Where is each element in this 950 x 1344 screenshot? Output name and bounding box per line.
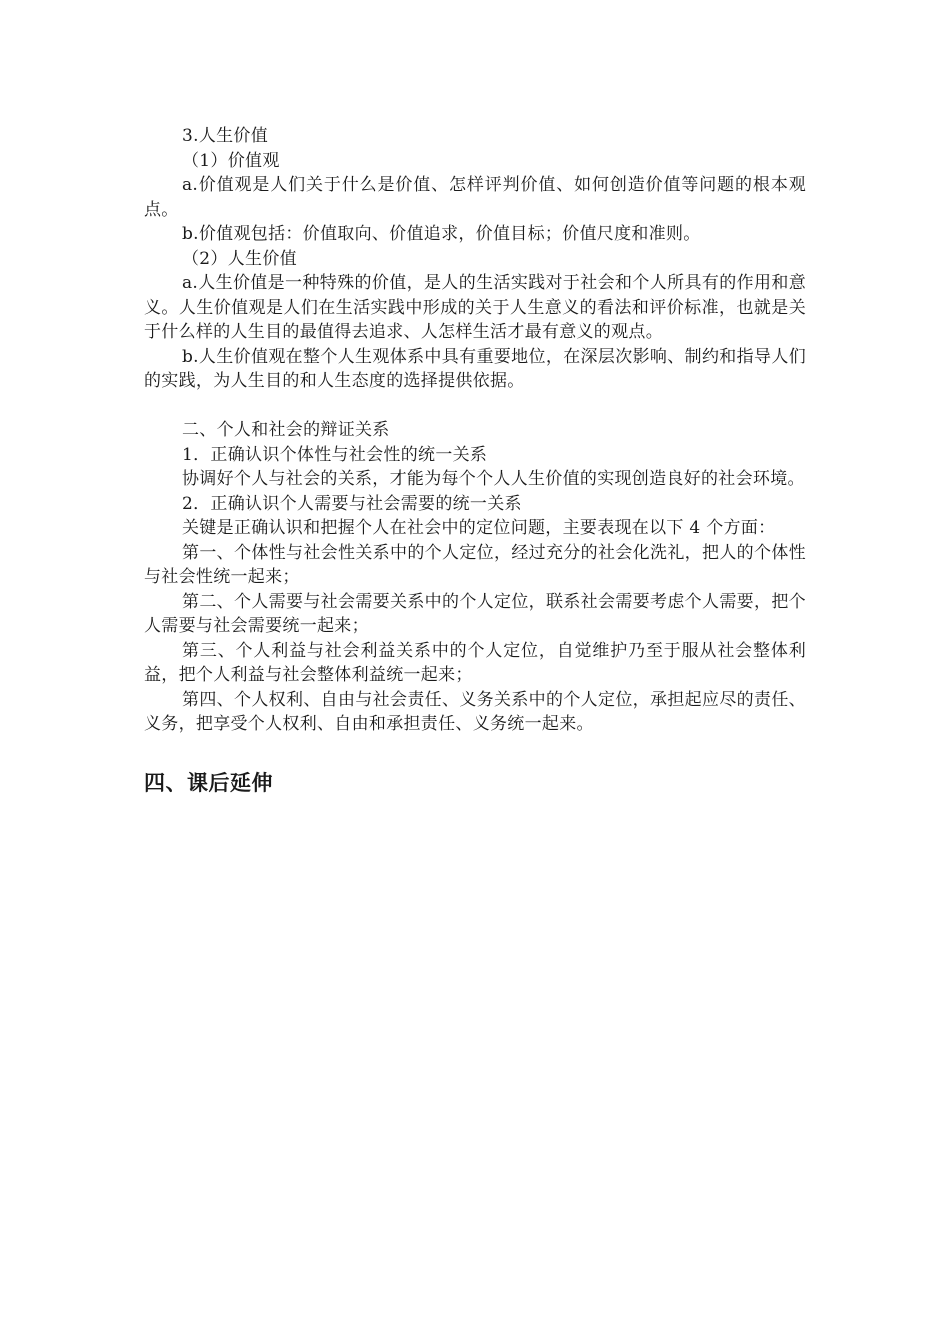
point-first: 第一、个体性与社会性关系中的个人定位，经过充分的社会化洗礼，把人的个体性与社会性统一起来；	[144, 542, 806, 587]
subsection-title-values: （1）价值观	[182, 150, 280, 171]
paragraph-values-components: b.价值观包括：价值取向、价值追求，价值目标；价值尺度和准则。	[182, 224, 701, 244]
section-title-individual-society: 二、个人和社会的辩证关系	[182, 420, 390, 440]
paragraph-key-positioning: 关键是正确认识和把握个人在社会中的定位问题，主要表现在以下 4 个方面：	[182, 518, 776, 538]
heading-after-class-extension: 四、课后延伸	[144, 770, 273, 795]
point-second: 第二、个人需要与社会需要关系中的个人定位，联系社会需要考虑个人需要，把个人需要与社会需要统一起来；	[144, 591, 806, 636]
blank-line	[144, 394, 806, 419]
paragraph-values-definition: a.价值观是人们关于什么是价值、怎样评判价值、如何创造价值等问题的根本观点。	[144, 175, 806, 220]
paragraph-life-value-definition: a.人生价值是一种特殊的价值，是人的生活实践对于社会和个人所具有的作用和意义。人生价值观是人们在生活实践中形成的关于人生意义的看法和评价标准，也就是关于什么样的人生目的最值得去追求、人怎样生活才最有意义的观点。	[144, 273, 806, 342]
section-title-life-value: 3.人生价值	[182, 126, 269, 146]
document-page	[144, 124, 806, 798]
point-third: 第三、个人利益与社会利益关系中的个人定位，自觉维护乃至于服从社会整体利益，把个人利益与社会整体利益统一起来；	[144, 640, 806, 685]
point-fourth: 第四、个人权利、自由与社会责任、义务关系中的个人定位，承担起应尽的责任、义务，把享受个人权利、自由和承担责任、义务统一起来。	[144, 689, 806, 734]
paragraph-coordinate-relations: 协调好个人与社会的关系，才能为每个个人人生价值的实现创造良好的社会环境。	[182, 469, 805, 489]
paragraph-life-value-importance: b.人生价值观在整个人生观体系中具有重要地位，在深层次影响、制约和指导人们的实践，为人生目的和人生态度的选择提供依据。	[144, 346, 806, 391]
subsection-title-life-value: （2）人生价值	[182, 248, 297, 269]
item-title-individuality-sociality: 1．正确认识个体性与社会性的统一关系	[182, 444, 488, 465]
item-title-needs: 2．正确认识个人需要与社会需要的统一关系	[182, 493, 522, 514]
